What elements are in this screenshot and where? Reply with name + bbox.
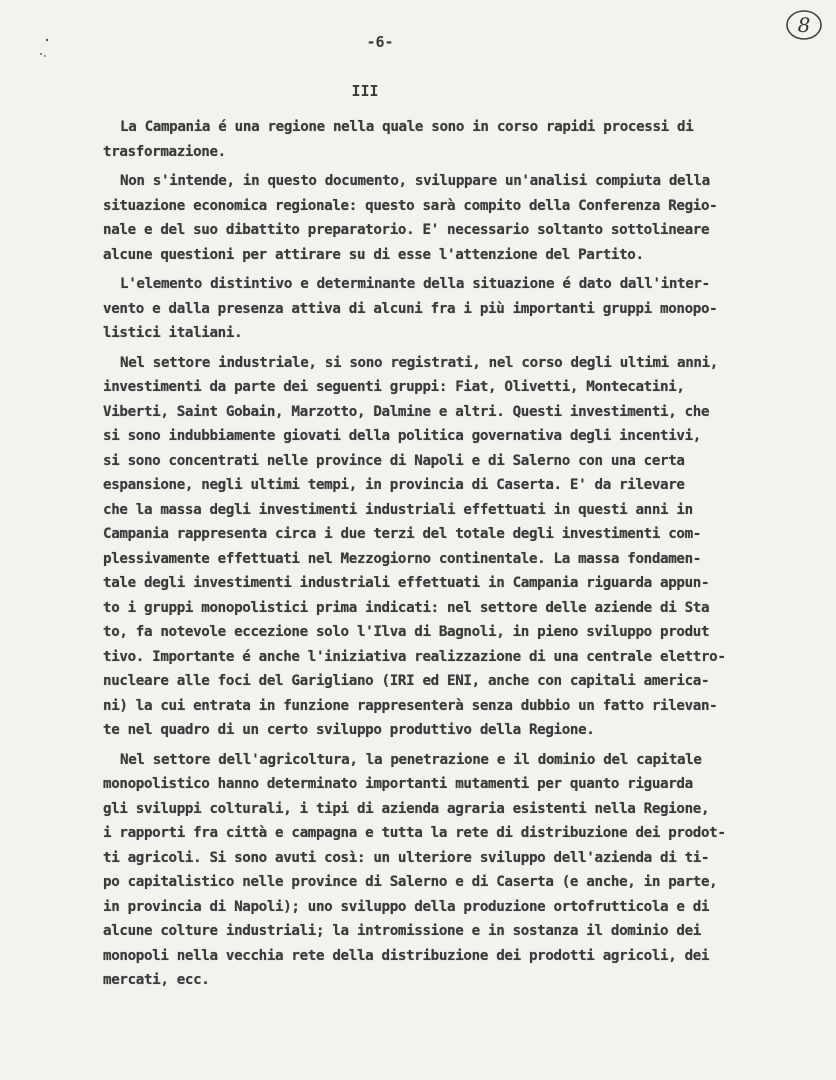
text-line: alcune questioni per attirare su di esse l'attenzione del Partito. — [103, 246, 644, 263]
text-line: tivo. Importante é anche l'iniziativa realizzazione di una centrale elettro- — [103, 648, 726, 665]
text-line: listici italiani. — [103, 325, 243, 341]
page-number: -6- — [366, 33, 394, 51]
text-line: mercati, ecc. — [103, 972, 210, 988]
text-line: te nel quadro di un certo sviluppo produttivo della Regione. — [103, 722, 595, 738]
text-line: espansione, negli ultimi tempi, in provincia di Caserta. E' da rilevare — [103, 477, 685, 493]
text-line: po capitalistico nelle province di Salerno e di Caserta (e anche, in parte, — [103, 874, 718, 890]
text-line: nale e del suo dibattito preparatorio. E' necessario soltanto sottolineare — [103, 222, 710, 238]
handwritten-page-number — [784, 8, 824, 42]
text-line: L'elemento distintivo e determinante della situazione é dato dall'inter- — [120, 276, 710, 292]
paragraph-3 — [103, 272, 813, 346]
paragraph-5 — [103, 748, 813, 993]
text-line: monopoli nella vecchia rete della distribuzione dei prodotti agricoli, dei — [103, 947, 710, 964]
text-line: Viberti, Saint Gobain, Marzotto, Dalmine e altri. Questi investimenti, che — [103, 403, 710, 420]
handwritten-number-text: 8 — [797, 13, 811, 37]
text-line: to i gruppi monopolistici prima indicati: nel settore delle aziende di Sta — [103, 599, 710, 616]
paragraph-1 — [103, 115, 813, 164]
section-title: III — [351, 82, 379, 100]
paper-specks — [38, 36, 58, 66]
text-line: Nel settore industriale, si sono registrati, nel corso degli ultimi anni, — [120, 354, 718, 371]
text-line: alcune colture industriali; la intromissione e in sostanza il dominio dei — [103, 923, 701, 939]
text-line: La Campania é una regione nella quale sono in corso rapidi processi di — [120, 119, 694, 135]
text-line: i rapporti fra città e campagna e tutta la rete di distribuzione dei prodot- — [103, 825, 726, 841]
paragraph-4 — [103, 351, 813, 743]
text-line: nucleare alle foci del Garigliano (IRI ed ENI, anche con capitali america- — [103, 673, 710, 689]
text-line: Campania rappresenta circa i due terzi del totale degli investimenti com- — [103, 526, 701, 542]
text-line: Non s'intende, in questo documento, sviluppare un'analisi compiuta della — [120, 173, 710, 189]
text-line: si sono indubbiamente giovati della politica governativa degli incentivi, — [103, 428, 701, 444]
text-line: tale degli investimenti industriali effettuati in Campania riguarda appun- — [103, 575, 710, 591]
text-line: in provincia di Napoli); uno sviluppo della produzione ortofrutticola e di — [103, 898, 710, 915]
text-line: investimenti da parte dei seguenti gruppi: Fiat, Olivetti, Montecatini, — [103, 379, 685, 395]
text-line: trasformazione. — [103, 143, 226, 160]
text-line: vento e dalla presenza attiva di alcuni fra i più importanti gruppi monopo- — [103, 300, 718, 317]
body-text — [103, 115, 813, 993]
text-line: plessivamente effettuati nel Mezzogiorno continentale. La massa fondamen- — [103, 550, 701, 567]
text-line: ni) la cui entrata in funzione rappresenterà senza dubbio un fatto rilevan- — [103, 697, 718, 714]
text-line: monopolistico hanno determinato importanti mutamenti per quanto riguarda — [103, 776, 693, 792]
text-line: gli sviluppi colturali, i tipi di azienda agraria esistenti nella Regione, — [103, 800, 710, 817]
text-line: Nel settore dell'agricoltura, la penetrazione e il dominio del capitale — [120, 751, 702, 768]
text-line: to, fa notevole eccezione solo l'Ilva di Bagnoli, in pieno sviluppo produt — [103, 624, 710, 640]
text-line: che la massa degli investimenti industriali effettuati in questi anni in — [103, 501, 693, 518]
text-line: ti agricoli. Si sono avuti così: un ulteriore sviluppo dell'azienda di ti- — [103, 849, 710, 866]
text-line: situazione economica regionale: questo sarà compito della Conferenza Regio- — [103, 197, 718, 214]
text-line: si sono concentrati nelle province di Napoli e di Salerno con una certa — [103, 452, 685, 469]
paragraph-2 — [103, 169, 813, 267]
